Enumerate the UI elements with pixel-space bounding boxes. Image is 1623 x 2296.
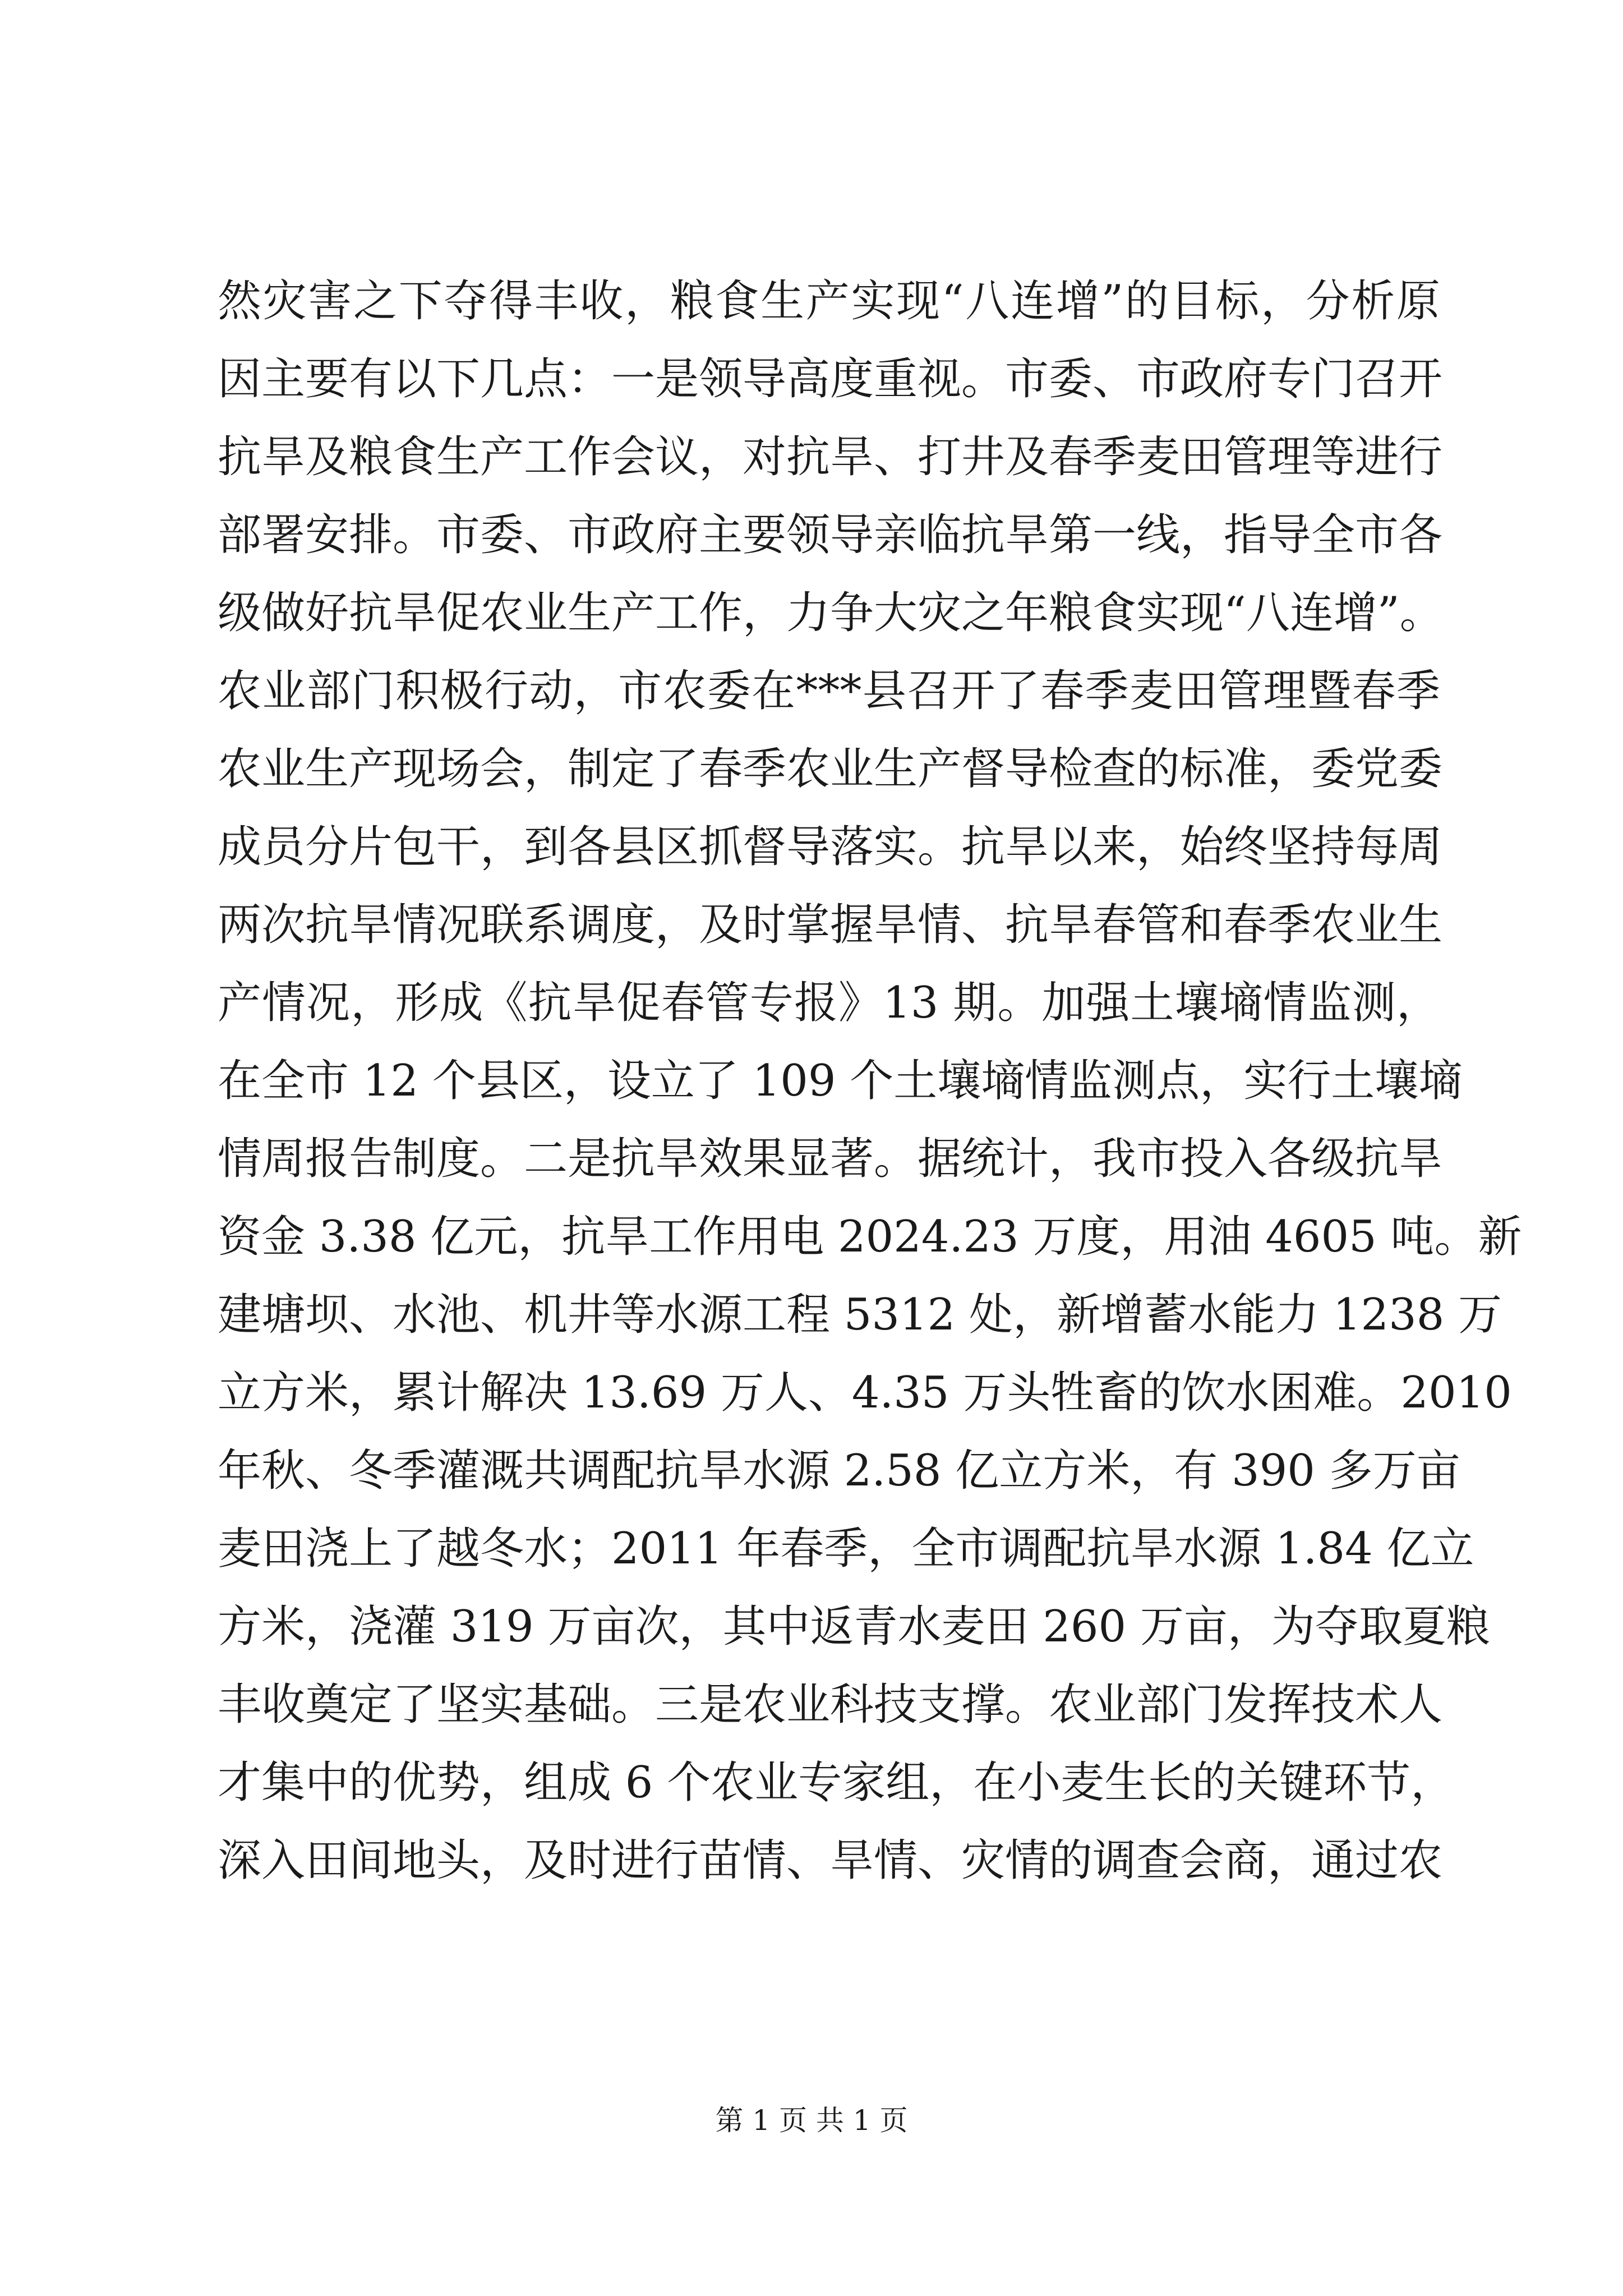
text-line: 级做好抗旱促农业生产工作，力争大灾之年粮食实现“八连增”。 — [218, 588, 1444, 638]
text-line: 成员分片包干，到各县区抓督导落实。抗旱以来，始终坚持每周 — [218, 822, 1443, 872]
text-line: 建塘坝、水池、机井等水源工程 5312 处，新增蓄水能力 1238 万 — [218, 1290, 1502, 1340]
text-line: 在全市 12 个县区，设立了 109 个土壤墒情监测点，实行土壤墒 — [218, 1056, 1463, 1106]
text-line: 然灾害之下夺得丰收，粮食生产实现“八连增”的目标，分析原 — [218, 276, 1440, 326]
text-line: 两次抗旱情况联系调度，及时掌握旱情、抗旱春管和春季农业生 — [218, 900, 1443, 950]
text-line: 麦田浇上了越冬水；2011 年春季，全市调配抗旱水源 1.84 亿立 — [218, 1524, 1474, 1574]
text-line: 深入田间地头，及时进行苗情、旱情、灾情的调查会商，通过农 — [218, 1835, 1443, 1886]
page-footer: 第 1 页 共 1 页 — [715, 2104, 908, 2137]
text-line: 农业部门积极行动，市农委在***县召开了春季麦田管理暨春季 — [218, 666, 1440, 716]
text-line: 资金 3.38 亿元，抗旱工作用电 2024.23 万度，用油 4605 吨。新 — [218, 1212, 1522, 1262]
text-line: 才集中的优势，组成 6 个农业专家组，在小麦生长的关键环节， — [218, 1757, 1455, 1808]
text-line: 农业生产现场会，制定了春季农业生产督导检查的标准，委党委 — [218, 744, 1443, 794]
text-line: 年秋、冬季灌溉共调配抗旱水源 2.58 亿立方米，有 390 多万亩 — [218, 1446, 1460, 1496]
text-line: 抗旱及粮食生产工作会议，对抗旱、打井及春季麦田管理等进行 — [218, 432, 1443, 482]
text-line: 部署安排。市委、市政府主要领导亲临抗旱第一线，指导全市各 — [218, 510, 1443, 560]
text-line: 产情况，形成《抗旱促春管专报》13 期。加强土壤墒情监测， — [218, 978, 1440, 1028]
text-line: 情周报告制度。二是抗旱效果显著。据统计，我市投入各级抗旱 — [218, 1134, 1443, 1184]
text-line: 立方米，累计解决 13.69 万人、4.35 万头牲畜的饮水困难。2010 — [218, 1368, 1512, 1418]
text-line: 丰收奠定了坚实基础。三是农业科技支撑。农业部门发挥技术人 — [218, 1680, 1443, 1730]
text-line: 因主要有以下几点：一是领导高度重视。市委、市政府专门召开 — [218, 354, 1443, 404]
body-paragraph — [218, 263, 1522, 1900]
text-line: 方米，浇灌 319 万亩次，其中返青水麦田 260 万亩，为夺取夏粮 — [218, 1602, 1490, 1652]
